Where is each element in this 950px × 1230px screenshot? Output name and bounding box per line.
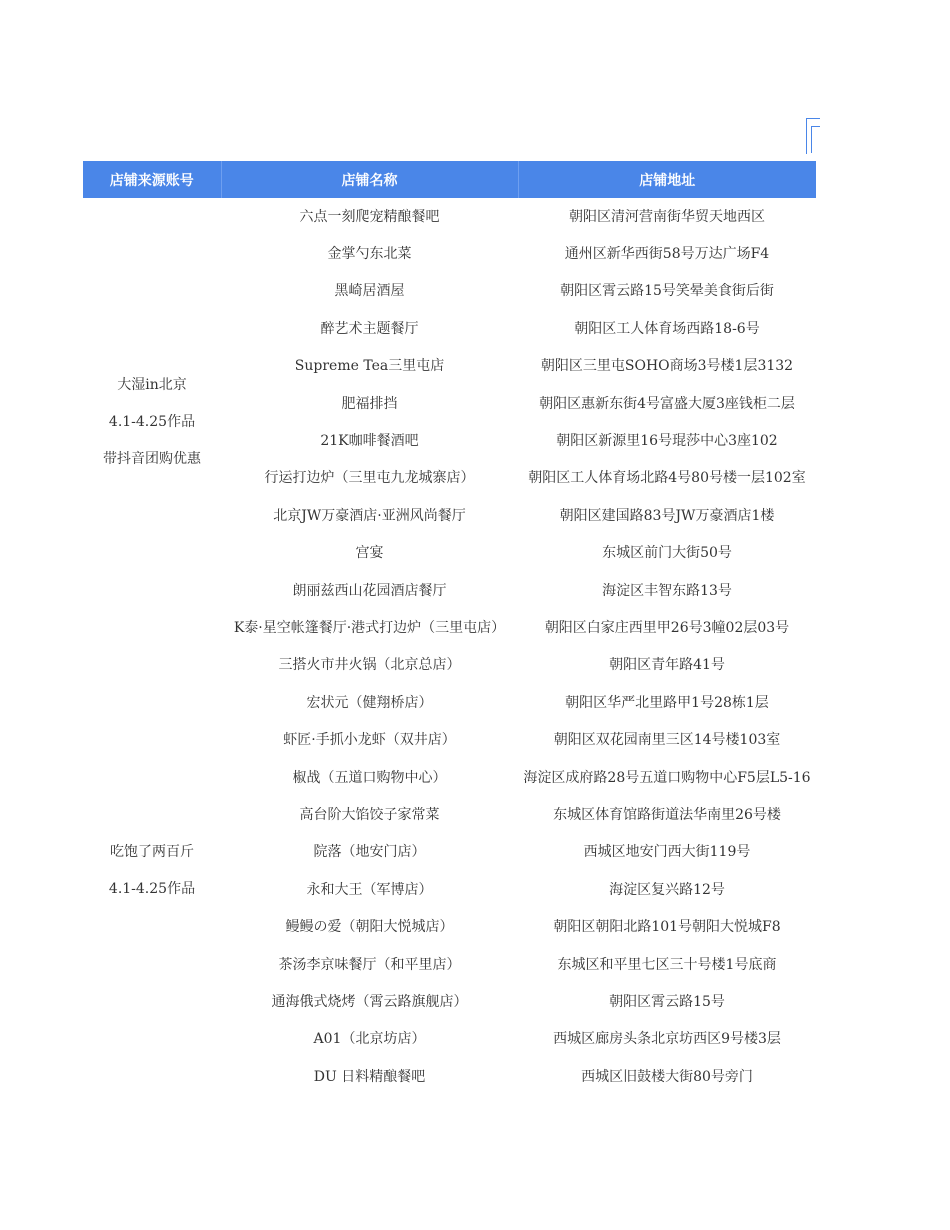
store-name-cell: 宫宴 bbox=[355, 545, 384, 562]
store-name-cell: 21K咖啡餐酒吧 bbox=[320, 433, 419, 450]
store-address-cell: 西城区地安门西大街119号 bbox=[583, 844, 751, 861]
store-name-cell: 椒战（五道口购物中心） bbox=[292, 769, 447, 786]
store-name-cell: DU 日料精酿餐吧 bbox=[313, 1068, 426, 1085]
store-name-cell: 永和大王（军博店） bbox=[306, 881, 433, 898]
store-address-cell: 朝阳区白家庄西里甲26号3幢02层03号 bbox=[544, 619, 790, 636]
store-address-cell: 东城区体育馆路街道法华南里26号楼 bbox=[553, 806, 781, 823]
store-address-cell: 东城区前门大街50号 bbox=[602, 545, 732, 562]
store-address-cell: 西城区廊房头条北京坊西区9号楼3层 bbox=[553, 1031, 781, 1048]
store-name-cell: 高台阶大馅饺子家常菜 bbox=[299, 806, 440, 823]
store-address-cell: 朝阳区三里屯SOHO商场3号楼1层3132 bbox=[540, 358, 794, 375]
store-address-cell: 通州区新华西街58号万达广场F4 bbox=[564, 246, 770, 263]
store-address-cell: 朝阳区新源里16号琨莎中心3座102 bbox=[556, 433, 778, 450]
store-address-cell: 朝阳区工人体育场西路18-6号 bbox=[574, 320, 760, 337]
store-name-cell: 肥福排挡 bbox=[341, 395, 398, 412]
store-name-cell: 金掌勺东北菜 bbox=[327, 246, 412, 263]
table-row bbox=[83, 198, 816, 235]
store-name-cell: K泰·星空帐篷餐厅·港式打边炉（三里屯店） bbox=[233, 619, 506, 636]
source-account-line: 4.1-4.25作品 bbox=[108, 881, 196, 898]
table-body bbox=[83, 198, 816, 1095]
store-address-cell: 朝阳区朝阳北路101号朝阳大悦城F8 bbox=[553, 919, 781, 936]
store-name-cell: 三搭火市井火锅（北京总店） bbox=[278, 657, 461, 674]
store-name-cell: 朗丽兹西山花园酒店餐厅 bbox=[292, 582, 447, 599]
store-name-cell: 黑崎居酒屋 bbox=[334, 283, 405, 300]
store-address-cell: 朝阳区惠新东街4号富盛大厦3座钱柜二层 bbox=[539, 395, 795, 412]
header-source-account: 店铺来源账号 bbox=[83, 161, 221, 198]
store-name-cell: 北京JW万豪酒店·亚洲风尚餐厅 bbox=[273, 507, 466, 524]
store-address-cell: 朝阳区霄云路15号笑晕美食街后街 bbox=[560, 283, 774, 300]
header-store-name: 店铺名称 bbox=[221, 161, 518, 198]
store-name-cell: Supreme Tea三里屯店 bbox=[294, 358, 445, 375]
store-address-cell: 西城区旧鼓楼大街80号旁门 bbox=[581, 1068, 753, 1085]
store-address-cell: 朝阳区清河营南街华贸天地西区 bbox=[569, 208, 765, 225]
corner-decoration bbox=[806, 118, 820, 154]
store-name-cell: 行运打边炉（三里屯九龙城寨店） bbox=[264, 470, 475, 487]
table-row bbox=[83, 647, 816, 684]
store-name-cell: 通海俄式烧烤（霄云路旗舰店） bbox=[271, 993, 468, 1010]
store-address-cell: 朝阳区华严北里路甲1号28栋1层 bbox=[565, 694, 769, 711]
store-address-cell: 朝阳区青年路41号 bbox=[609, 657, 725, 674]
store-name-cell: A01（北京坊店） bbox=[313, 1031, 426, 1048]
source-account-line: 吃饱了两百斤 bbox=[110, 844, 194, 861]
store-table bbox=[83, 161, 816, 1095]
store-address-cell: 海淀区成府路28号五道口购物中心F5层L5-16 bbox=[523, 769, 811, 786]
store-name-cell: 六点一刻爬宠精酿餐吧 bbox=[299, 208, 440, 225]
store-name-cell: 院落（地安门店） bbox=[313, 844, 426, 861]
source-account-line: 大湿in北京 bbox=[117, 376, 187, 393]
store-address-cell: 海淀区丰智东路13号 bbox=[602, 582, 732, 599]
store-name-cell: 宏状元（健翔桥店） bbox=[306, 694, 433, 711]
store-address-cell: 朝阳区建国路83号JW万豪酒店1楼 bbox=[559, 507, 775, 524]
store-address-cell: 朝阳区霄云路15号 bbox=[609, 993, 725, 1010]
store-address-cell: 海淀区复兴路12号 bbox=[609, 881, 725, 898]
table-header-row bbox=[83, 161, 816, 198]
store-name-cell: 茶汤李京味餐厅（和平里店） bbox=[278, 956, 461, 973]
source-account-line: 4.1-4.25作品 bbox=[108, 413, 196, 430]
store-address-cell: 东城区和平里七区三十号楼1号底商 bbox=[557, 956, 777, 973]
store-name-cell: 醉艺术主题餐厅 bbox=[320, 320, 419, 337]
source-account-line: 带抖音团购优惠 bbox=[103, 450, 201, 467]
header-store-address: 店铺地址 bbox=[518, 161, 816, 198]
store-address-cell: 朝阳区双花园南里三区14号楼103室 bbox=[553, 732, 781, 749]
source-account-cell bbox=[83, 198, 221, 647]
store-name-cell: 鳗鳗の爱（朝阳大悦城店） bbox=[285, 919, 454, 936]
source-account-cell bbox=[83, 647, 221, 1096]
store-name-cell: 虾匠·手抓小龙虾（双井店） bbox=[283, 732, 456, 749]
store-address-cell: 朝阳区工人体育场北路4号80号楼一层102室 bbox=[528, 470, 806, 487]
